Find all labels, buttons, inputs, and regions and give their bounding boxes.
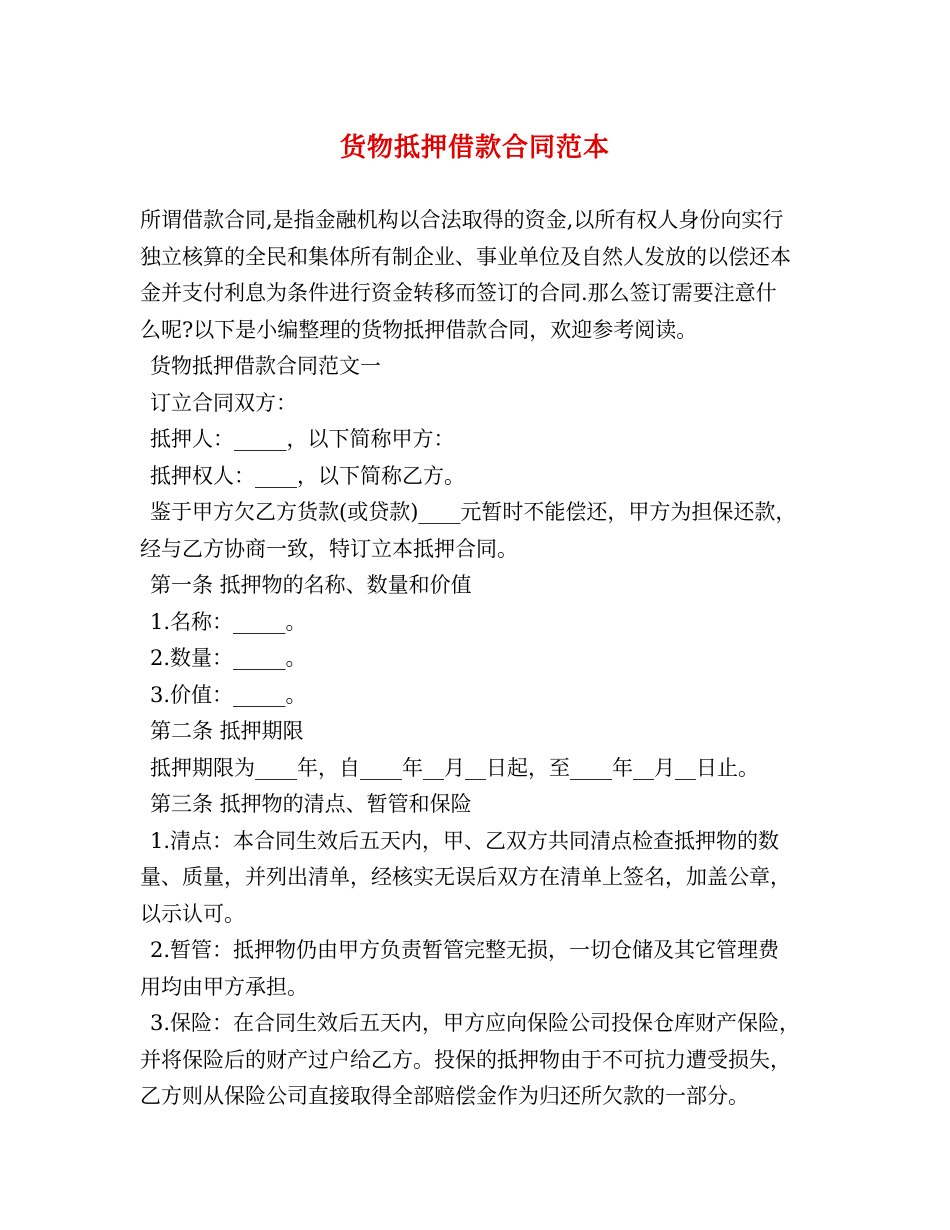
article-heading: 第二条 抵押期限 bbox=[150, 719, 304, 743]
body-line: 抵押人：_____，以下简称甲方： bbox=[150, 427, 455, 451]
body-line: 乙方则从保险公司直接取得全部赔偿金作为归还所欠款的一部分。 bbox=[140, 1084, 749, 1108]
body-line: 所谓借款合同,是指金融机构以合法取得的资金,以所有权人身份向实行 bbox=[140, 208, 784, 232]
body-line: 订立合同双方： bbox=[150, 390, 297, 415]
body-line: 独立核算的全民和集体所有制企业、事业单位及自然人发放的以偿还本 bbox=[140, 244, 791, 269]
body-line: 1.名称：_____。 bbox=[150, 609, 307, 634]
body-line: 3.价值：_____。 bbox=[150, 682, 307, 707]
article-heading: 第一条 抵押物的名称、数量和价值 bbox=[150, 573, 472, 597]
body-line: 3.保险：在合同生效后五天内，甲方应向保险公司投保仓库财产保险， bbox=[150, 1011, 801, 1035]
body-line: 量、质量，并列出清单，经核实无误后双方在清单上签名，加盖公章， bbox=[140, 865, 791, 889]
body-line: 金并支付利息为条件进行资金转移而签订的合同.那么签订需要注意什 bbox=[140, 281, 777, 305]
body-line: 用均由甲方承担。 bbox=[140, 974, 308, 999]
body-line: 抵押权人：____，以下简称乙方。 bbox=[150, 463, 465, 488]
section-heading: 货物抵押借款合同范文一 bbox=[150, 354, 381, 378]
body-line: 并将保险后的财产过户给乙方。投保的抵押物由于不可抗力遭受损失， bbox=[140, 1047, 791, 1072]
body-line: 2.暂管：抵押物仍由甲方负责暂管完整无损，一切仓储及其它管理费 bbox=[150, 938, 780, 962]
body-line: 经与乙方协商一致，特订立本抵押合同。 bbox=[140, 536, 518, 561]
body-line: 以示认可。 bbox=[140, 901, 245, 926]
body-line: 鉴于甲方欠乙方货款(或贷款)____元暂时不能偿还，甲方为担保还款， bbox=[150, 500, 797, 524]
body-line: 2.数量：_____。 bbox=[150, 646, 307, 670]
document-body bbox=[140, 202, 830, 1115]
body-line: 1.清点：本合同生效后五天内，甲、乙双方共同清点检查抵押物的数 bbox=[150, 828, 780, 853]
article-heading: 第三条 抵押物的清点、暂管和保险 bbox=[150, 792, 472, 816]
document-title: 货物抵押借款合同范本 bbox=[339, 133, 610, 163]
body-line: 么呢?以下是小编整理的货物抵押借款合同，欢迎参考阅读。 bbox=[140, 317, 698, 342]
body-line: 抵押期限为____年，自____年__月__日起，至____年__月__日止。 bbox=[150, 755, 759, 780]
